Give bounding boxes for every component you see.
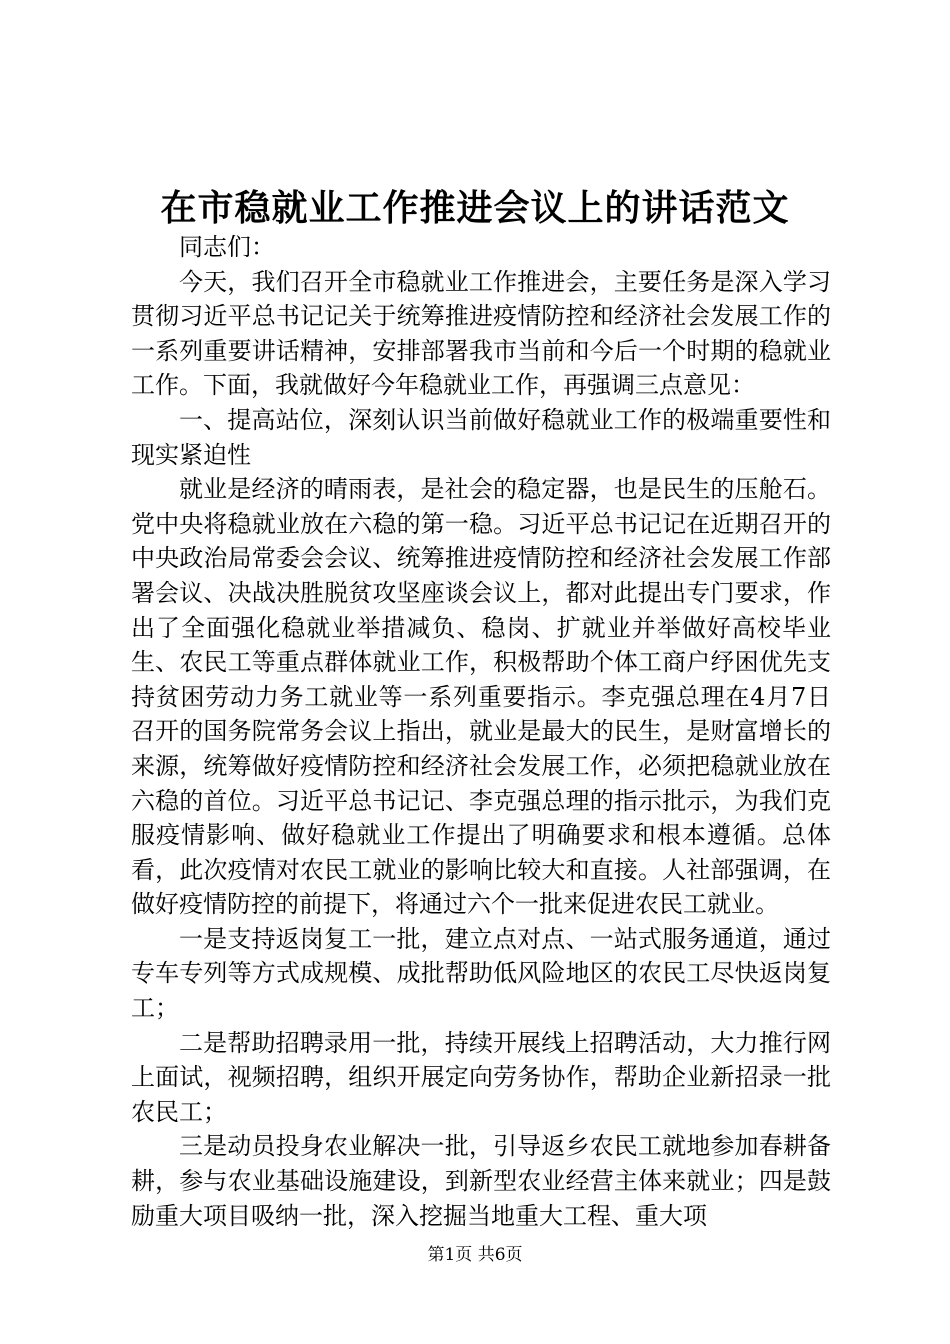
page-number-footer: 第1页 共6页	[427, 1245, 523, 1265]
section-heading-1: 一、提高站位，深刻认识当前做好稳就业工作的极端重要性和现实紧迫性	[131, 405, 831, 469]
list-item-paragraph: 一是支持返岗复工一批，建立点对点、一站式服务通道，通过专车专列等方式成规模、成批帮助低风险地区的农民工尽快返岗复工；	[131, 924, 831, 1023]
salutation-paragraph: 同志们：	[179, 233, 275, 261]
list-item-paragraph: 二是帮助招聘录用一批，持续开展线上招聘活动，大力推行网上面试，视频招聘，组织开展定向劳务协作，帮助企业新招录一批农民工；	[131, 1028, 831, 1126]
list-item-paragraph: 三是动员投身农业解决一批，引导返乡农民工就地参加春耕备耕，参与农业基础设施建设，到新型农业经营主体来就业；四是鼓励重大项目吸纳一批，深入挖掘当地重大工程、重大项	[131, 1132, 831, 1230]
intro-paragraph: 今天，我们召开全市稳就业工作推进会，主要任务是深入学习贯彻习近平总书记记关于统筹推进疫情防控和经济社会发展工作的一系列重要讲话精神，安排部署我市当前和今后一个时期的稳就业工作。下面，我就做好今年稳就业工作，再强调三点意见：	[131, 267, 831, 400]
document-body	[131, 230, 831, 1233]
body-paragraph: 就业是经济的晴雨表，是社会的稳定器，也是民生的压舱石。党中央将稳就业放在六稳的第一稳。习近平总书记记在近期召开的中央政治局常委会会议、统筹推进疫情防控和经济社会发展工作部署会议、决战决胜脱贫攻坚座谈会议上，都对此提出专门要求，作出了全面强化稳就业举措减负、稳岗、扩就业并举做好高校毕业生、农民工等重点群体就业工作，积极帮助个体工商户纾困优先支持贫困劳动力务工就业等一系列重要指示。李克强总理在4月7日召开的国务院常务会议上指出，就业是最大的民生，是财富增长的来源，统筹做好疫情防控和经济社会发展工作，必须把稳就业放在六稳的首位。习近平总书记记、李克强总理的指示批示，为我们克服疫情影响、做好稳就业工作提出了明确要求和根本遵循。总体看，此次疫情对农民工就业的影响比较大和直接。人社部强调，在做好疫情防控的前提下，将通过六个一批来促进农民工就业。	[131, 475, 831, 919]
document-title: 在市稳就业工作推进会议上的讲话范文	[160, 187, 790, 229]
